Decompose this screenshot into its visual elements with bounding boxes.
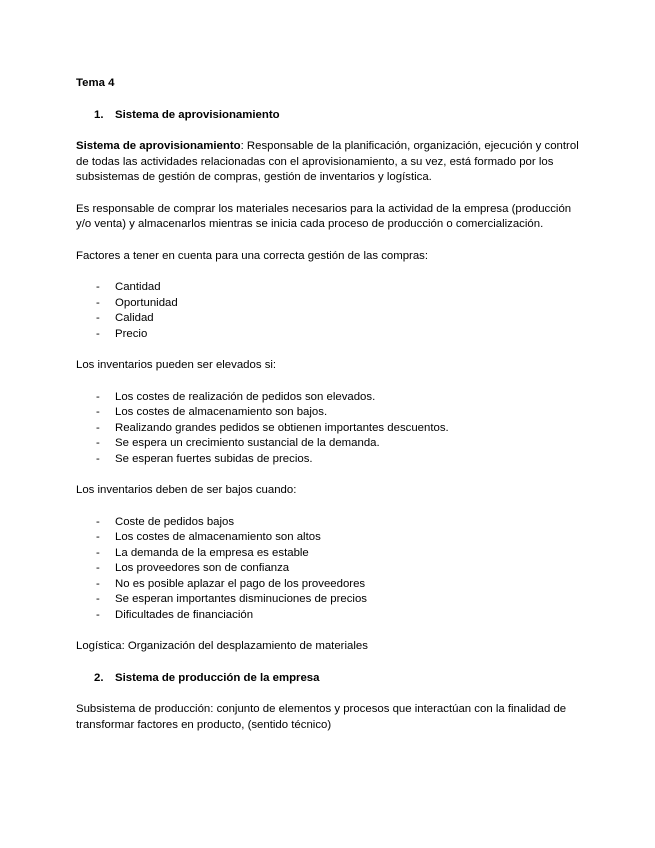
low-inventory-intro: Los inventarios deben de ser bajos cuando:: [76, 484, 297, 496]
section-1-heading: [76, 108, 582, 124]
list-item: - Los costes de realización de pedidos son elevados.: [76, 390, 582, 406]
list-item: - Se espera un crecimiento sustancial de la demanda.: [76, 436, 582, 452]
section-2-number: 2.: [94, 671, 104, 684]
list-item: - Precio: [76, 327, 582, 343]
production-paragraph: Subsistema de producción: conjunto de elementos y procesos que interactúan con la finalidad de transformar factores en producto, (sentido técnico): [76, 703, 567, 731]
list-item: - Realizando grandes pedidos se obtienen importantes descuentos.: [76, 421, 582, 437]
factors-intro: Factores a tener en cuenta para una correcta gestión de las compras:: [76, 249, 429, 262]
list-item: - No es posible aplazar el pago de los proveedores: [76, 577, 582, 593]
list-item: - Se esperan importantes disminuciones de precios: [76, 592, 582, 608]
responsibility-paragraph: Es responsable de comprar los materiales necesarios para la actividad de la empresa (producción y/o venta) y almacenarlos mientras se inicia cada proceso de producción o comercialización.: [76, 202, 572, 230]
list-item: - La demanda de la empresa es estable: [76, 546, 582, 562]
list-item: - Se esperan fuertes subidas de precios.: [76, 452, 582, 468]
definition-text: : Responsable de la planificación, organización, ejecución y control de todas las actividades relacionadas con el aprovisionamiento, a su vez, está formado por los subsistemas de gestión de compras, gestión de inventarios y logística.: [76, 140, 579, 183]
document-title: Tema 4: [76, 77, 115, 89]
list-item: - Oportunidad: [76, 296, 582, 312]
logistics-paragraph: Logística: Organización del desplazamiento de materiales: [76, 640, 368, 652]
list-item: - Calidad: [76, 311, 582, 327]
list-item: - Dificultades de financiación: [76, 608, 582, 624]
list-item: - Los proveedores son de confianza: [76, 561, 582, 577]
section-1-heading-text: Sistema de aprovisionamiento: [115, 108, 280, 121]
list-item: - Cantidad: [76, 280, 582, 296]
document-body: [76, 76, 582, 749]
factors-list: [76, 280, 582, 342]
high-inventory-intro: Los inventarios pueden ser elevados si:: [76, 359, 277, 371]
section-2-heading-text: Sistema de producción de la empresa: [115, 671, 320, 684]
list-item: - Los costes de almacenamiento son bajos.: [76, 405, 582, 421]
definition-term: Sistema de aprovisionamiento: [76, 140, 241, 152]
list-item: - Los costes de almacenamiento son altos: [76, 530, 582, 546]
section-1-number: 1.: [94, 108, 104, 121]
low-inventory-list: [76, 515, 582, 624]
section-2-heading: [76, 671, 582, 687]
list-item: - Coste de pedidos bajos: [76, 515, 582, 531]
definition-paragraph: [76, 139, 582, 186]
high-inventory-list: [76, 390, 582, 468]
